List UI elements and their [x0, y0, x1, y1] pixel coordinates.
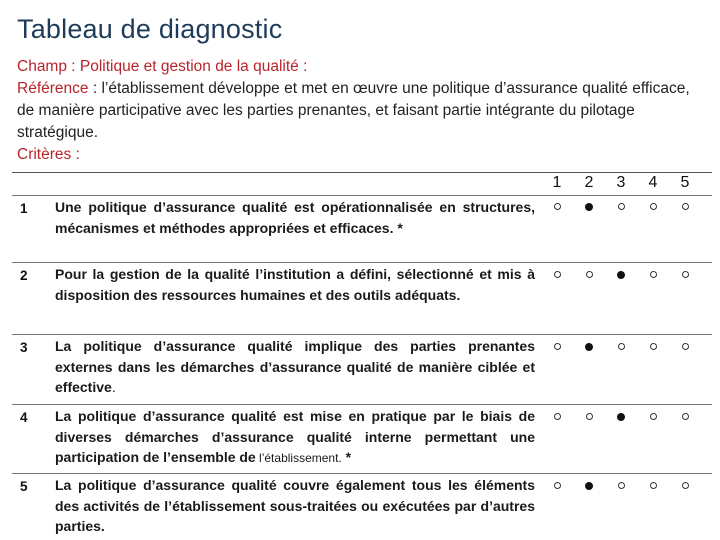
rating-radio-2[interactable] — [585, 482, 593, 490]
rating-radio-3[interactable] — [617, 271, 625, 279]
row-separator — [12, 473, 712, 474]
row-separator — [12, 262, 712, 263]
row-separator — [12, 195, 712, 196]
criteria-text-main: Une politique d’assurance qualité est opérationnalisée en structures, mécanismes et méthodes appropriées et efficaces. — [55, 199, 535, 236]
rating-radio-3[interactable] — [618, 203, 625, 210]
rating-radio-4[interactable] — [650, 413, 657, 420]
rating-radio-4[interactable] — [650, 482, 657, 489]
rating-radio-1[interactable] — [554, 343, 561, 350]
rating-radio-4[interactable] — [650, 203, 657, 210]
scale-label-4: 4 — [648, 174, 658, 191]
criteria-text — [55, 475, 535, 537]
table-top-border — [12, 172, 712, 173]
scale-label-1: 1 — [552, 174, 562, 191]
criteria-number: 2 — [20, 268, 28, 283]
rating-radio-5[interactable] — [682, 413, 689, 420]
rating-radio-1[interactable] — [554, 271, 561, 278]
criteria-row — [12, 334, 712, 404]
criteria-text-suffix: * — [393, 219, 403, 236]
scale-label-5: 5 — [680, 174, 690, 191]
criteria-row — [12, 195, 712, 262]
scale-label-2: 2 — [584, 174, 594, 191]
rating-radio-5[interactable] — [682, 271, 689, 278]
rating-radio-1[interactable] — [554, 413, 561, 420]
reference-text: : l’établissement développe et met en œuvre une politique d’assurance qualité efficace, de manière participative avec les parties prenantes, et faisant partie intégrante du pilotage stratégique. — [17, 80, 690, 141]
rating-radio-1[interactable] — [554, 482, 561, 489]
rating-radio-2[interactable] — [586, 413, 593, 420]
rating-radio-2[interactable] — [586, 271, 593, 278]
criteria-number: 3 — [20, 340, 28, 355]
rating-radio-4[interactable] — [650, 343, 657, 350]
page-title: Tableau de diagnostic — [17, 14, 283, 44]
champ-line — [17, 56, 707, 78]
row-separator — [12, 404, 712, 405]
champ-label: Champ : — [17, 58, 76, 75]
criteria-text-suffix: * — [341, 449, 352, 465]
rating-radio-4[interactable] — [650, 271, 657, 278]
rating-radio-2[interactable] — [585, 203, 593, 211]
criteres-label: Critères : — [17, 146, 80, 163]
rating-radio-5[interactable] — [682, 343, 689, 350]
criteria-text — [55, 197, 535, 238]
criteria-text-main: La politique d’assurance qualité couvre également tous les éléments des activités de l’établissement sous-traitées ou exécutées par d’autres parties. — [55, 477, 535, 534]
criteria-text-small: l’établissement. — [255, 451, 342, 465]
rating-radio-2[interactable] — [585, 343, 593, 351]
rating-radio-1[interactable] — [554, 203, 561, 210]
intro-block — [17, 56, 707, 166]
criteria-text — [55, 264, 535, 305]
criteria-row — [12, 262, 712, 334]
reference-label: Référence — [17, 80, 89, 97]
criteria-text — [55, 406, 535, 469]
criteria-number: 1 — [20, 201, 28, 216]
criteria-row — [12, 404, 712, 473]
criteria-text — [55, 336, 535, 398]
scale-label-3: 3 — [616, 174, 626, 191]
champ-value: Politique et gestion de la qualité — [79, 58, 299, 75]
row-separator — [12, 334, 712, 335]
criteria-number: 4 — [20, 410, 28, 425]
rating-radio-3[interactable] — [618, 343, 625, 350]
criteria-text-main: La politique d’assurance qualité implique des parties prenantes externes dans les démarches d’assurance qualité de manière ciblée et effective — [55, 338, 535, 395]
rating-radio-5[interactable] — [682, 482, 689, 489]
reference-line — [17, 78, 707, 144]
rating-radio-3[interactable] — [618, 482, 625, 489]
rating-radio-3[interactable] — [617, 413, 625, 421]
champ-suffix: : — [303, 58, 308, 75]
criteria-row — [12, 473, 712, 538]
criteria-number: 5 — [20, 479, 28, 494]
criteria-text-suffix: . — [111, 379, 116, 395]
rating-radio-5[interactable] — [682, 203, 689, 210]
criteria-text-main: La politique d’assurance qualité est mise en pratique par le biais de diverses démarches d’assurance qualité interne permettant une participation de l’ensemble de — [55, 408, 535, 465]
criteria-text-main: Pour la gestion de la qualité l’institution a défini, sélectionné et mis à disposition des ressources humaines et des outils adéquats. — [55, 266, 535, 303]
